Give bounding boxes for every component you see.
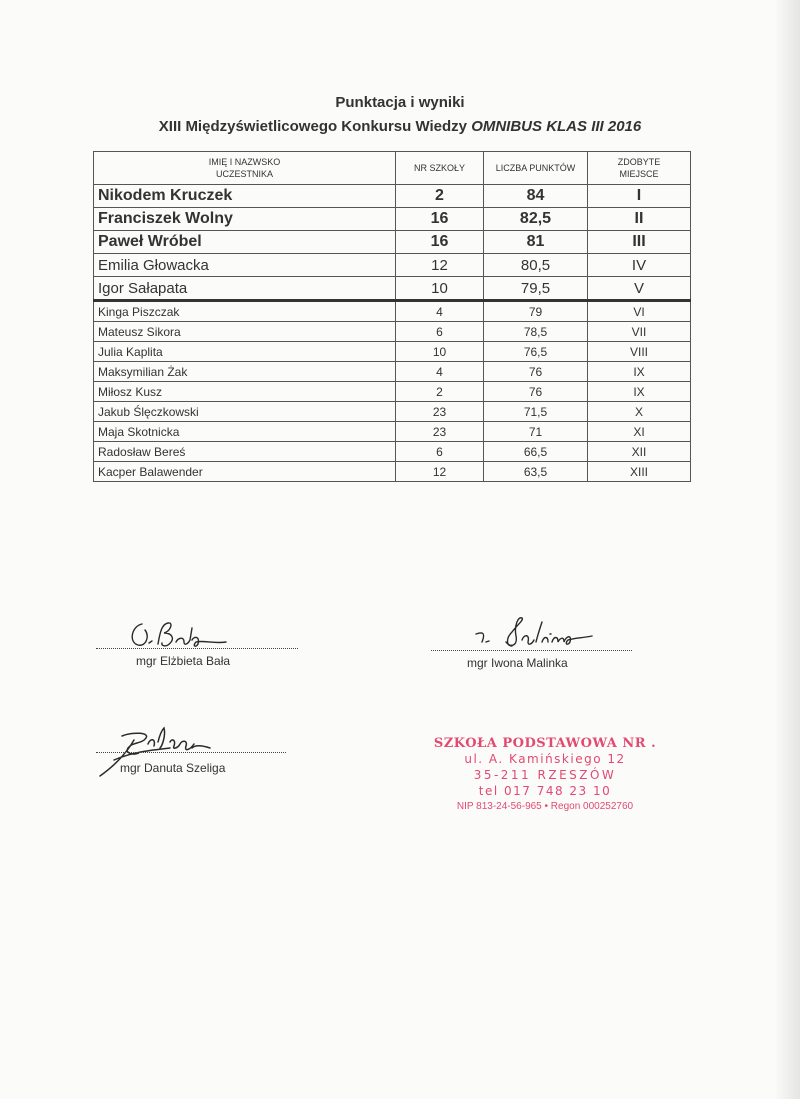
cell-place: XIII <box>588 462 691 482</box>
header-place-line2: MIEJSCE <box>619 169 659 179</box>
cell-name: Radosław Bereś <box>94 442 396 462</box>
signer-name-malinka: mgr Iwona Malinka <box>467 656 568 670</box>
table-header-row <box>94 152 691 185</box>
cell-points: 79,5 <box>484 277 588 301</box>
cell-place: XII <box>588 442 691 462</box>
stamp-phone: tel 017 748 23 10 <box>478 784 612 798</box>
cell-name: Maksymilian Żak <box>94 362 396 382</box>
cell-school: 4 <box>396 301 484 322</box>
cell-name: Nikodem Kruczek <box>94 185 396 208</box>
table-row <box>94 442 691 462</box>
cell-school: 16 <box>396 208 484 231</box>
cell-points: 76 <box>484 382 588 402</box>
cell-school: 6 <box>396 322 484 342</box>
cell-school: 2 <box>396 382 484 402</box>
cell-place: II <box>588 208 691 231</box>
cell-school: 23 <box>396 402 484 422</box>
table-row <box>94 277 691 301</box>
table-row <box>94 231 691 254</box>
table-row <box>94 322 691 342</box>
cell-name: Mateusz Sikora <box>94 322 396 342</box>
table-row <box>94 462 691 482</box>
cell-place: XI <box>588 422 691 442</box>
document-title: Punktacja i wyniki <box>335 94 465 111</box>
signature-line-left-bottom <box>96 752 286 753</box>
table-row <box>94 185 691 208</box>
subtitle-italic: OMNIBUS KLAS III 2016 <box>471 118 642 135</box>
cell-school: 23 <box>396 422 484 442</box>
cell-points: 78,5 <box>484 322 588 342</box>
table-row <box>94 362 691 382</box>
document-subtitle <box>0 118 800 135</box>
cell-place: IX <box>588 382 691 402</box>
table-row <box>94 382 691 402</box>
cell-points: 82,5 <box>484 208 588 231</box>
table-row <box>94 301 691 322</box>
header-name-line2: UCZESTNIKA <box>215 169 273 179</box>
cell-place: VIII <box>588 342 691 362</box>
cell-school: 6 <box>396 442 484 462</box>
cell-name: Kinga Piszczak <box>94 301 396 322</box>
header-place <box>588 152 691 185</box>
cell-place: III <box>588 231 691 254</box>
cell-points: 80,5 <box>484 254 588 277</box>
cell-name: Kacper Balawender <box>94 462 396 482</box>
subtitle-text: XIII Międzyświetlicowego Konkursu Wiedzy <box>158 118 472 135</box>
cell-name: Paweł Wróbel <box>94 231 396 254</box>
cell-points: 76 <box>484 362 588 382</box>
cell-points: 66,5 <box>484 442 588 462</box>
signature-line-right-top <box>431 650 632 651</box>
cell-place: X <box>588 402 691 422</box>
cell-points: 63,5 <box>484 462 588 482</box>
cell-points: 79 <box>484 301 588 322</box>
cell-place: VII <box>588 322 691 342</box>
cell-school: 4 <box>396 362 484 382</box>
cell-school: 2 <box>396 185 484 208</box>
stamp-school-name: SZKOŁA PODSTAWOWA NR . <box>433 736 657 751</box>
header-place-line1: ZDOBYTE <box>617 157 661 167</box>
cell-points: 81 <box>484 231 588 254</box>
cell-points: 84 <box>484 185 588 208</box>
cell-school: 16 <box>396 231 484 254</box>
header-school: NR SZKOŁY <box>396 152 484 185</box>
cell-place: VI <box>588 301 691 322</box>
cell-points: 76,5 <box>484 342 588 362</box>
header-points: LICZBA PUNKTÓW <box>484 152 588 185</box>
signer-name-bala: mgr Elżbieta Bała <box>136 654 231 668</box>
cell-name: Maja Skotnicka <box>94 422 396 442</box>
table-row <box>94 254 691 277</box>
cell-name: Julia Kaplita <box>94 342 396 362</box>
table-row <box>94 402 691 422</box>
page-edge-shadow <box>774 0 800 1099</box>
cell-points: 71,5 <box>484 402 588 422</box>
signer-name-szeliga: mgr Danuta Szeliga <box>120 761 226 775</box>
cell-points: 71 <box>484 422 588 442</box>
cell-name: Miłosz Kusz <box>94 382 396 402</box>
school-stamp <box>430 736 660 812</box>
table-row <box>94 422 691 442</box>
stamp-nip-regon: NIP 813-24-56-965 • Regon 000252760 <box>456 801 634 812</box>
results-table <box>93 151 691 482</box>
signature-scribble-malinka <box>470 612 610 654</box>
cell-place: IX <box>588 362 691 382</box>
cell-place: V <box>588 277 691 301</box>
cell-name: Jakub Ślęczkowski <box>94 402 396 422</box>
cell-name: Franciszek Wolny <box>94 208 396 231</box>
table-row <box>94 208 691 231</box>
cell-school: 10 <box>396 342 484 362</box>
signature-line-left-top <box>96 648 298 649</box>
stamp-street: ul. A. Kamińskiego 12 <box>464 752 626 766</box>
cell-school: 12 <box>396 462 484 482</box>
cell-name: Emilia Głowacka <box>94 254 396 277</box>
cell-school: 10 <box>396 277 484 301</box>
cell-place: I <box>588 185 691 208</box>
cell-school: 12 <box>396 254 484 277</box>
header-name <box>94 152 396 185</box>
table-row <box>94 342 691 362</box>
header-name-line1: IMIĘ I NAZWSKO <box>208 157 281 167</box>
cell-name: Igor Sałapata <box>94 277 396 301</box>
stamp-city: 35-211 RZESZÓW <box>473 768 617 782</box>
cell-place: IV <box>588 254 691 277</box>
